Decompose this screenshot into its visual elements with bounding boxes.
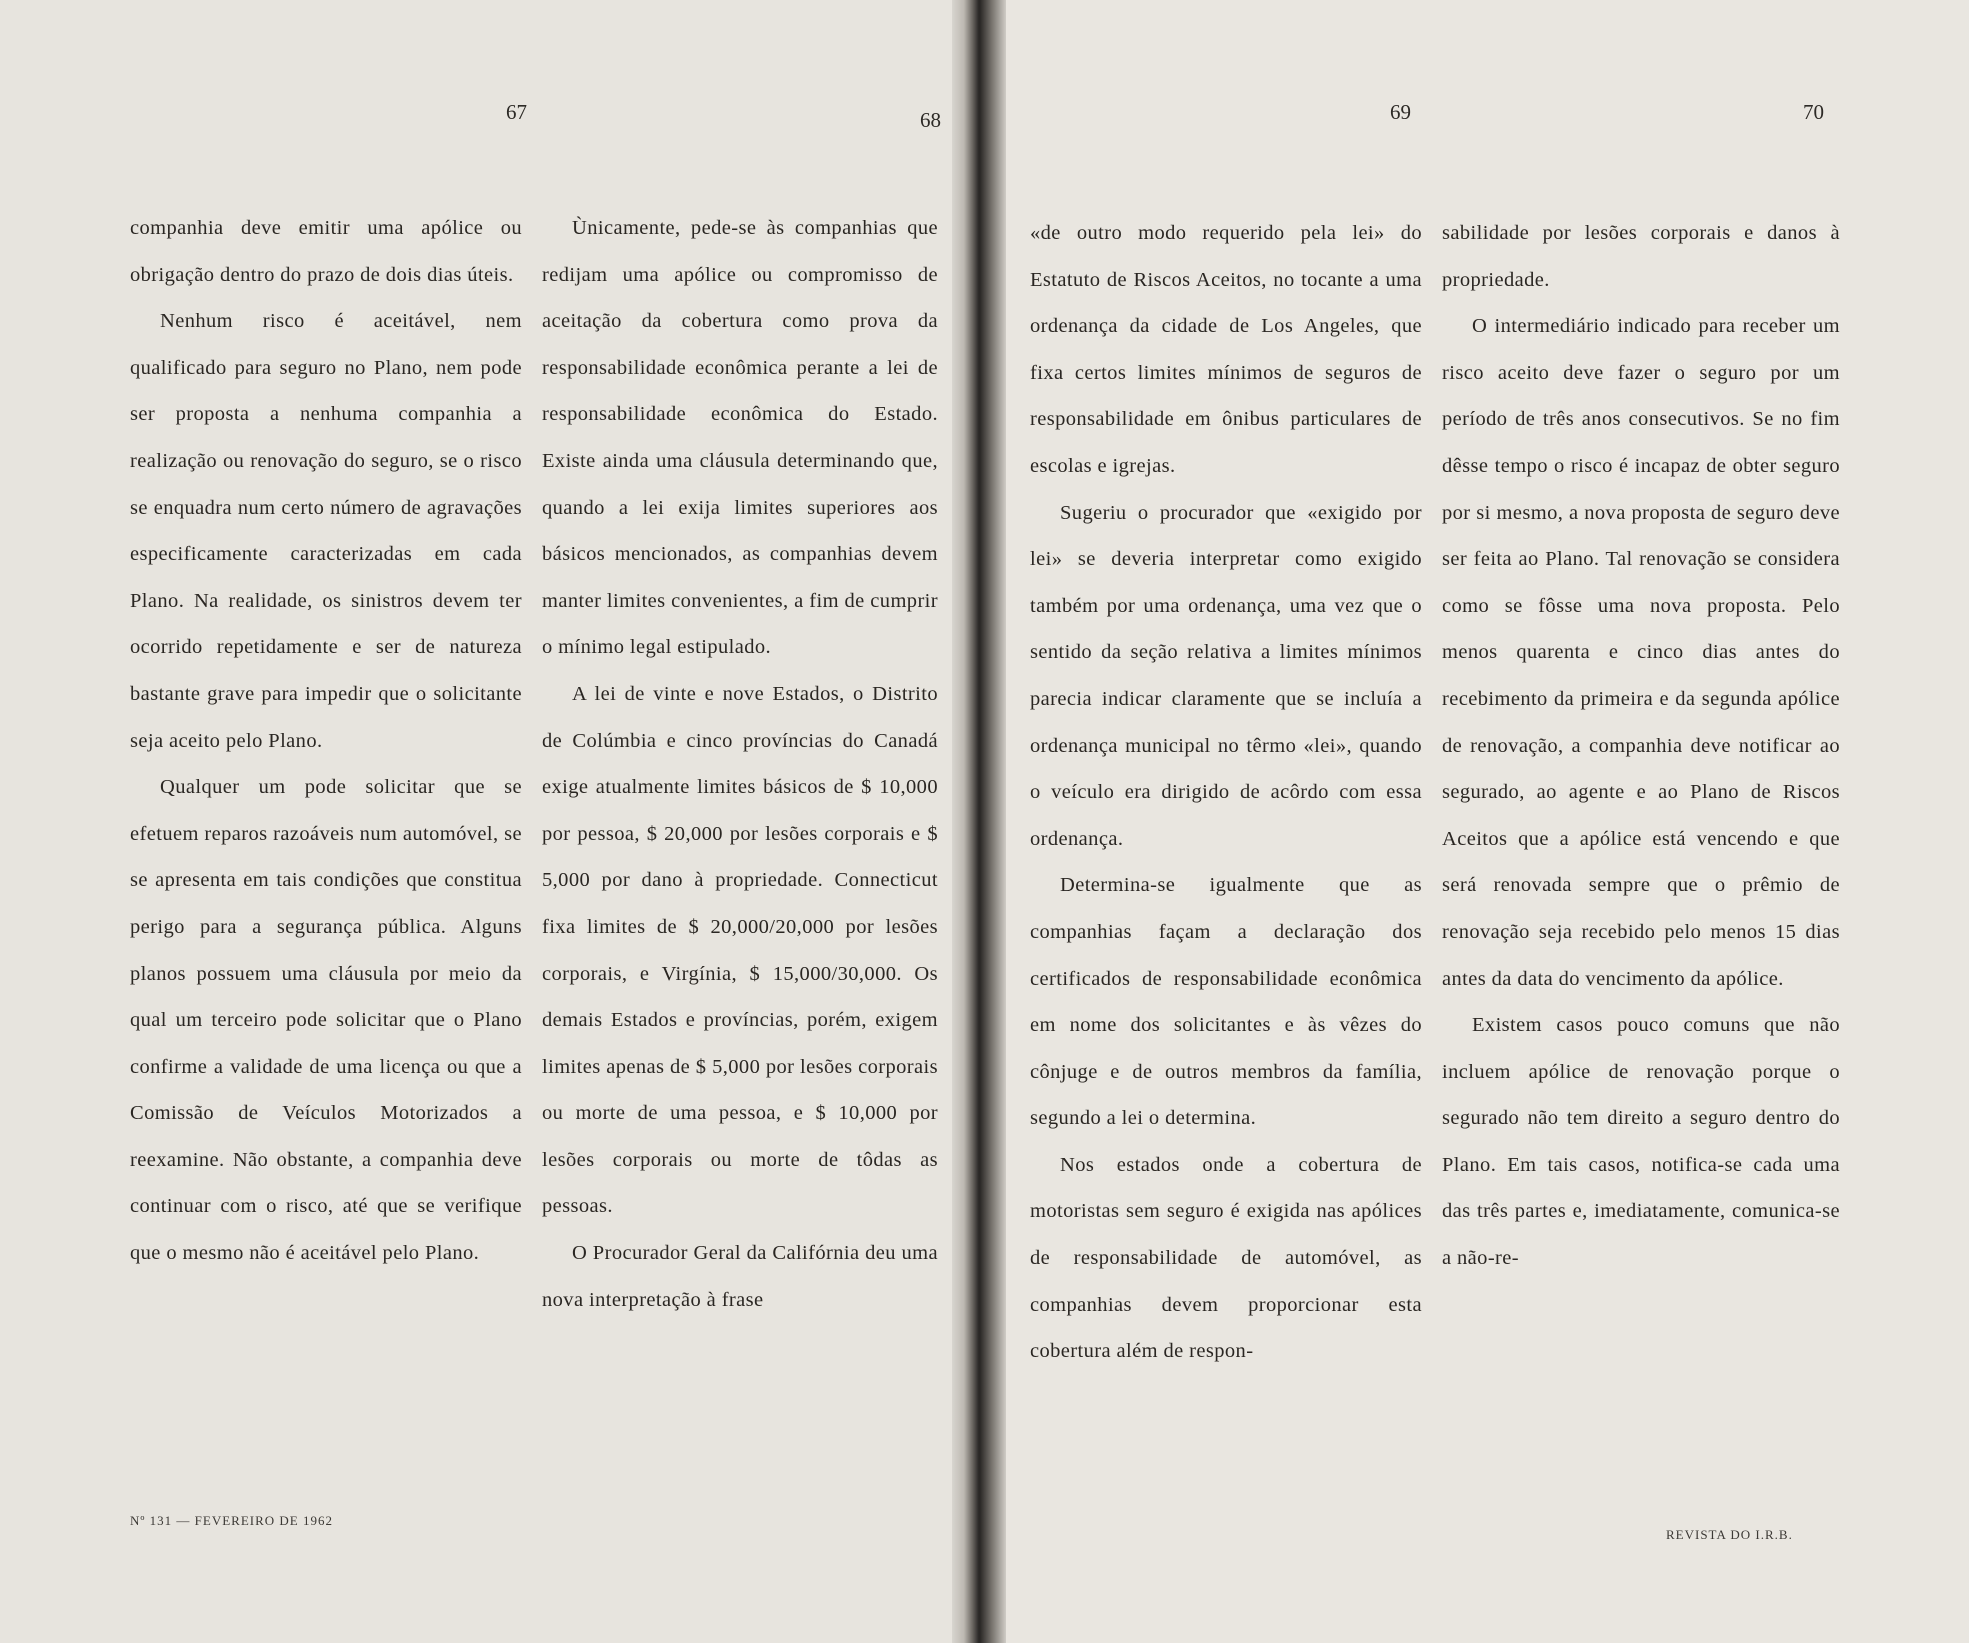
- column-4: [1442, 210, 1840, 1282]
- paragraph: Nenhum risco é aceitável, nem qualificado para seguro no Plano, nem pode ser proposta a nenhuma companhia a realização ou renovação do seguro, se o risco se enquadra num certo número de agravações especificamente caracterizadas em cada Plano. Na realidade, os sinistros devem ter ocorrido repetidamente e ser de natureza bastante grave para impedir que o solicitante seja aceito pelo Plano.: [130, 310, 522, 752]
- page-number-68: 68: [920, 108, 941, 132]
- page-number-67: 67: [506, 100, 527, 124]
- paragraph: Qualquer um pode solicitar que se efetuem reparos razoáveis num automóvel, se se apresenta em tais condições que constitua perigo para a segurança pública. Alguns planos possuem uma cláusula por meio da qual um terceiro pode solicitar que o Plano confirme a validade de uma licença ou que a Comissão de Veículos Motorizados a reexamine. Não obstante, a companhia deve continuar com o risco, até que se verifique que o mesmo não é aceitável pelo Plano.: [130, 776, 522, 1265]
- paragraph: Determina-se igualmente que as companhias façam a declaração dos certificados de responsabilidade econômica em nome dos solicitantes e às vêzes do cônjuge e de outros membros da família, segundo a lei o determina.: [1030, 874, 1422, 1130]
- paragraph: A lei de vinte e nove Estados, o Distrito de Colúmbia e cinco províncias do Canadá exige atualmente limites básicos de $ 10,000 por pessoa, $ 20,000 por lesões corporais e $ 5,000 por dano à propriedade. Connecticut fixa limites de $ 20,000/20,000 por lesões corporais, e Virgínia, $ 15,000/30,000. Os demais Estados e províncias, porém, exigem limites apenas de $ 5,000 por lesões corporais ou morte de uma pessoa, e $ 10,000 por lesões corporais ou morte de tôdas as pessoas.: [542, 682, 938, 1218]
- paragraph: Ùnicamente, pede-se às companhias que redijam uma apólice ou compromisso de aceitação da cobertura como prova da responsabilidade econômica perante a lei de responsabilidade econômica do Estado. Existe ainda uma cláusula determinando que, quando a lei exija limites superiores aos básicos mencionados, as companhias devem manter limites convenientes, a fim de cumprir o mínimo legal estipulado.: [542, 217, 938, 659]
- left-page: [0, 0, 968, 1643]
- page-number-70: 70: [1803, 100, 1824, 124]
- column-1: [130, 205, 522, 1277]
- book-gutter-shadow: [980, 0, 1006, 1643]
- column-2: [542, 205, 938, 1323]
- paragraph: Existem casos pouco comuns que não incluem apólice de renovação porque o segurado não tem direito a seguro dentro do Plano. Em tais casos, notifica-se cada uma das três partes e, imediatamente, comunica-se a não-re-: [1442, 1014, 1840, 1270]
- page-number-69: 69: [1390, 100, 1411, 124]
- paragraph: Nos estados onde a cobertura de motoristas sem seguro é exigida nas apólices de responsabilidade de automóvel, as companhias devem proporcionar esta cobertura além de respon-: [1030, 1153, 1422, 1363]
- paragraph: sabilidade por lesões corporais e danos à propriedade.: [1442, 222, 1840, 291]
- paragraph: O intermediário indicado para receber um risco aceito deve fazer o seguro por um período de três anos consecutivos. Se no fim dêsse tempo o risco é incapaz de obter seguro por si mesmo, a nova proposta de seguro deve ser feita ao Plano. Tal renovação se considera como se fôsse uma nova proposta. Pelo menos quarenta e cinco dias antes do recebimento da primeira e da segunda apólice de renovação, a companhia deve notificar ao segurado, ao agente e ao Plano de Riscos Aceitos que a apólice está vencendo e que será renovada sempre que o prêmio de renovação seja recebido pelo menos 15 dias antes da data do vencimento da apólice.: [1442, 315, 1840, 990]
- footer-journal: REVISTA DO I.R.B.: [1666, 1527, 1793, 1542]
- column-3: [1030, 210, 1422, 1375]
- paragraph: O Procurador Geral da Califórnia deu uma nova interpretação à frase: [542, 1242, 938, 1311]
- paragraph: «de outro modo requerido pela lei» do Estatuto de Riscos Aceitos, no tocante a uma ordenança da cidade de Los Angeles, que fixa certos limites mínimos de seguros de responsabilidade em ônibus particulares de escolas e igrejas.: [1030, 222, 1422, 477]
- paragraph: companhia deve emitir uma apólice ou obrigação dentro do prazo de dois dias úteis.: [130, 217, 522, 286]
- footer-issue: Nº 131 — FEVEREIRO DE 1962: [130, 1513, 333, 1528]
- paragraph: Sugeriu o procurador que «exigido por lei» se deveria interpretar como exigido também por uma ordenança, uma vez que o sentido da seção relativa a limites mínimos parecia indicar claramente que se incluía a ordenança municipal no têrmo «lei», quando o veículo era dirigido de acôrdo com essa ordenança.: [1030, 501, 1422, 850]
- right-page: [980, 0, 1969, 1643]
